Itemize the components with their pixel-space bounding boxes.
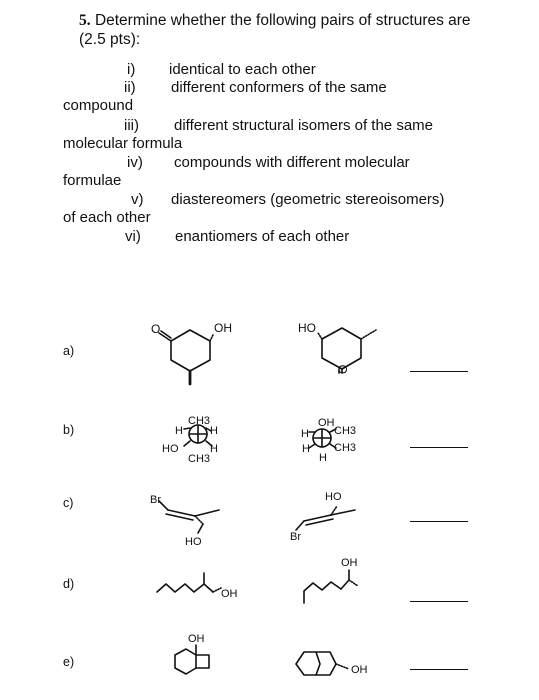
option-numeral: ii) xyxy=(124,79,136,96)
option-numeral: v) xyxy=(131,191,144,208)
atom-label: Br xyxy=(150,494,161,506)
structure-b-right xyxy=(301,417,356,464)
atom-label: OH xyxy=(341,557,358,569)
option-text: identical to each other xyxy=(169,61,316,78)
atom-label: HO xyxy=(185,536,202,548)
atom-label: O xyxy=(336,364,350,374)
atom-label: CH3 xyxy=(188,453,211,465)
structure-d-right xyxy=(304,557,358,603)
option-wrap-text: compound xyxy=(63,97,134,114)
atom-label: OH xyxy=(188,633,205,645)
structure-c-left xyxy=(150,494,219,548)
atom-label: OH xyxy=(351,664,368,676)
atom-label: CH3 xyxy=(188,415,211,427)
atom-label: OH xyxy=(318,417,335,429)
atom-label: H xyxy=(175,425,183,437)
option-wrap-text: of each other xyxy=(63,209,151,226)
atom-label: H xyxy=(319,452,327,464)
structure-c-right xyxy=(290,491,355,543)
structure-e-right xyxy=(296,652,368,676)
structure-e-left xyxy=(175,633,209,674)
atom-label: HO xyxy=(162,443,179,455)
atom-label: H xyxy=(210,443,218,455)
option-wrap-text: molecular formula xyxy=(63,135,183,152)
atom-label: HO xyxy=(325,491,342,503)
atom-label: OH xyxy=(221,588,238,600)
structure-d-left xyxy=(157,573,238,600)
atom-label: CH3 xyxy=(334,442,357,454)
structure-b-left xyxy=(162,415,218,465)
pair-label: d) xyxy=(63,577,75,591)
option-text: different structural isomers of the same xyxy=(174,117,433,134)
pair-label: c) xyxy=(63,496,74,510)
option-numeral: i) xyxy=(127,61,136,78)
structure-a-right xyxy=(298,321,376,374)
question-number: 5. xyxy=(79,12,91,29)
pair-label: a) xyxy=(63,344,75,358)
structure-a-left xyxy=(151,321,232,384)
pair-label: b) xyxy=(63,423,75,437)
pair-label: e) xyxy=(63,655,75,669)
atom-label: CH3 xyxy=(334,425,357,437)
atom-label: H xyxy=(302,443,310,455)
atom-label: OH xyxy=(214,321,232,335)
option-numeral: iii) xyxy=(124,117,139,134)
option-text: compounds with different molecular xyxy=(174,154,410,171)
option-text: different conformers of the same xyxy=(171,79,387,96)
option-numeral: iv) xyxy=(127,154,143,171)
option-text: enantiomers of each other xyxy=(175,228,350,245)
atom-label: O xyxy=(151,322,161,336)
atom-label: H xyxy=(301,428,309,440)
atom-label: Br xyxy=(290,531,301,543)
atom-label: H xyxy=(210,425,218,437)
atom-label: HO xyxy=(298,321,316,335)
option-numeral: vi) xyxy=(125,228,141,245)
option-text: diastereomers (geometric stereoisomers) xyxy=(171,191,445,208)
option-wrap-text: formulae xyxy=(63,172,122,189)
question-text: Determine whether the following pairs of structures are (2.5 pts): xyxy=(79,12,471,48)
